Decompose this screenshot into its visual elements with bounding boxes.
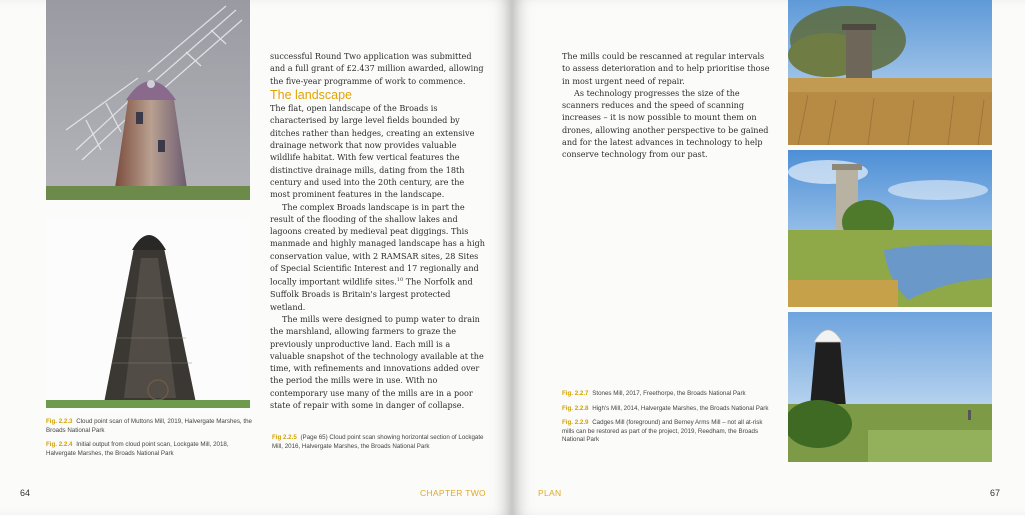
- footnote-ref[interactable]: 10: [396, 277, 404, 284]
- highs-mill-photo: [788, 150, 992, 307]
- landscape-paragraph-2-text: The complex Broads landscape is in part the result of the flooding of the shallow lakes and lagoons created by medieval peat diggings. This manmade and highly managed landscape has a high conservation value, with 2 RAMSAR sites, 28 Sites of Special Scientific Interest and 17 regionally and locally important wildlife sites.: [270, 201, 485, 288]
- running-head-right: PLAN: [538, 488, 562, 498]
- rescan-paragraph: The mills could be rescanned at regular intervals to assess deterioration and to help prioritise those in most urgent need of repair.: [562, 51, 770, 86]
- left-column-text: [270, 50, 486, 411]
- technology-paragraph: As technology progresses the size of the scanners reduces and the speed of scanning increases – it is now possible to mount them on drones, allowing another perspective to be gained and for the latest advances in technology to help conserve technology from our past.: [562, 87, 769, 160]
- caption-fig-2-2-8: [562, 405, 774, 414]
- fig-label: Fig. 2.2.9: [562, 419, 589, 427]
- muttons-mill-scan-image: [46, 0, 250, 212]
- caption-text: Stones Mill, 2017, Freethorpe, the Broads National Park: [592, 390, 746, 397]
- page-number-right: 67: [990, 488, 1001, 498]
- fig-label: Fig. 2.2.3: [46, 418, 73, 425]
- landscape-paragraph-1: The flat, open landscape of the Broads is characterised by large level fields bounded by ditches rather than hedges, creating an extensive drainage network that now provides valuable wildlife habitat. With few vertical features the distinctive drainage mills, dating from the 18th century and used into the 20th century, are the most prominent features in the landscape.: [270, 103, 475, 200]
- caption-text: Cadges Mill (foreground) and Berney Arms Mill – not all at-risk mills can be restored as part of the project, 2019, Reedham, the Broads National Park: [562, 419, 763, 444]
- caption-text: Cloud point scan of Muttons Mill, 2019, Halvergate Marshes, the Broads National Park: [46, 418, 252, 434]
- caption-fig-2-2-7: [562, 390, 774, 399]
- fig-label: Fig. 2.2.7: [562, 390, 589, 397]
- intro-paragraph: successful Round Two application was submitted and a full grant of £2.437 million awarded, allowing the five-year programme of work to commence.: [270, 51, 484, 86]
- section-heading: The landscape: [270, 87, 353, 102]
- left-captions: [46, 418, 258, 464]
- right-page: [512, 0, 1025, 515]
- fig-label: Fig. 2.2.8: [562, 404, 589, 412]
- lockgate-mill-scan-image: [46, 218, 250, 414]
- caption-text: (Page 65) Cloud point scan showing horizontal section of Lockgate Mill, 2016, Halvergate Marshes, the Broads National Park: [272, 434, 484, 450]
- running-head-left: CHAPTER TWO: [420, 488, 486, 498]
- caption-fig-2-2-9: [562, 419, 774, 445]
- left-page: [0, 0, 512, 515]
- right-captions: [562, 390, 774, 451]
- stones-mill-photo: [788, 0, 992, 145]
- landscape-paragraph-2-end: The Norfolk and Suffolk Broads is Britain's largest protected wetland.: [270, 277, 473, 312]
- caption-fig-2-2-5-body: [272, 434, 484, 451]
- caption-fig-2-2-3: [46, 418, 258, 435]
- caption-text: Initial output from cloud point scan, Lockgate Mill, 2018, Halvergate Marshes, the Broads National Park: [46, 441, 229, 457]
- landscape-paragraph-2: [270, 201, 486, 313]
- right-column-text: [562, 50, 774, 161]
- cadges-mill-photo: [788, 312, 992, 462]
- page-number-left: 64: [20, 488, 31, 498]
- caption-fig-2-2-5: [272, 434, 484, 457]
- caption-fig-2-2-4: [46, 441, 258, 458]
- fig-label: Fig 2.2.5: [272, 434, 297, 441]
- fig-label: Fig. 2.2.4: [46, 441, 73, 449]
- landscape-paragraph-3: The mills were designed to pump water to drain the marshland, allowing farmers to graze the previously unproductive land. Each mill is a valuable snapshot of the technology available at the time, with refinements and innovations added over the period the mills were in use. With no contemporary use many of the mills are in a poor state of repair with some in danger of collapse.: [270, 313, 484, 410]
- caption-text: High's Mill, 2014, Halvergate Marshes, the Broads National Park: [592, 404, 769, 412]
